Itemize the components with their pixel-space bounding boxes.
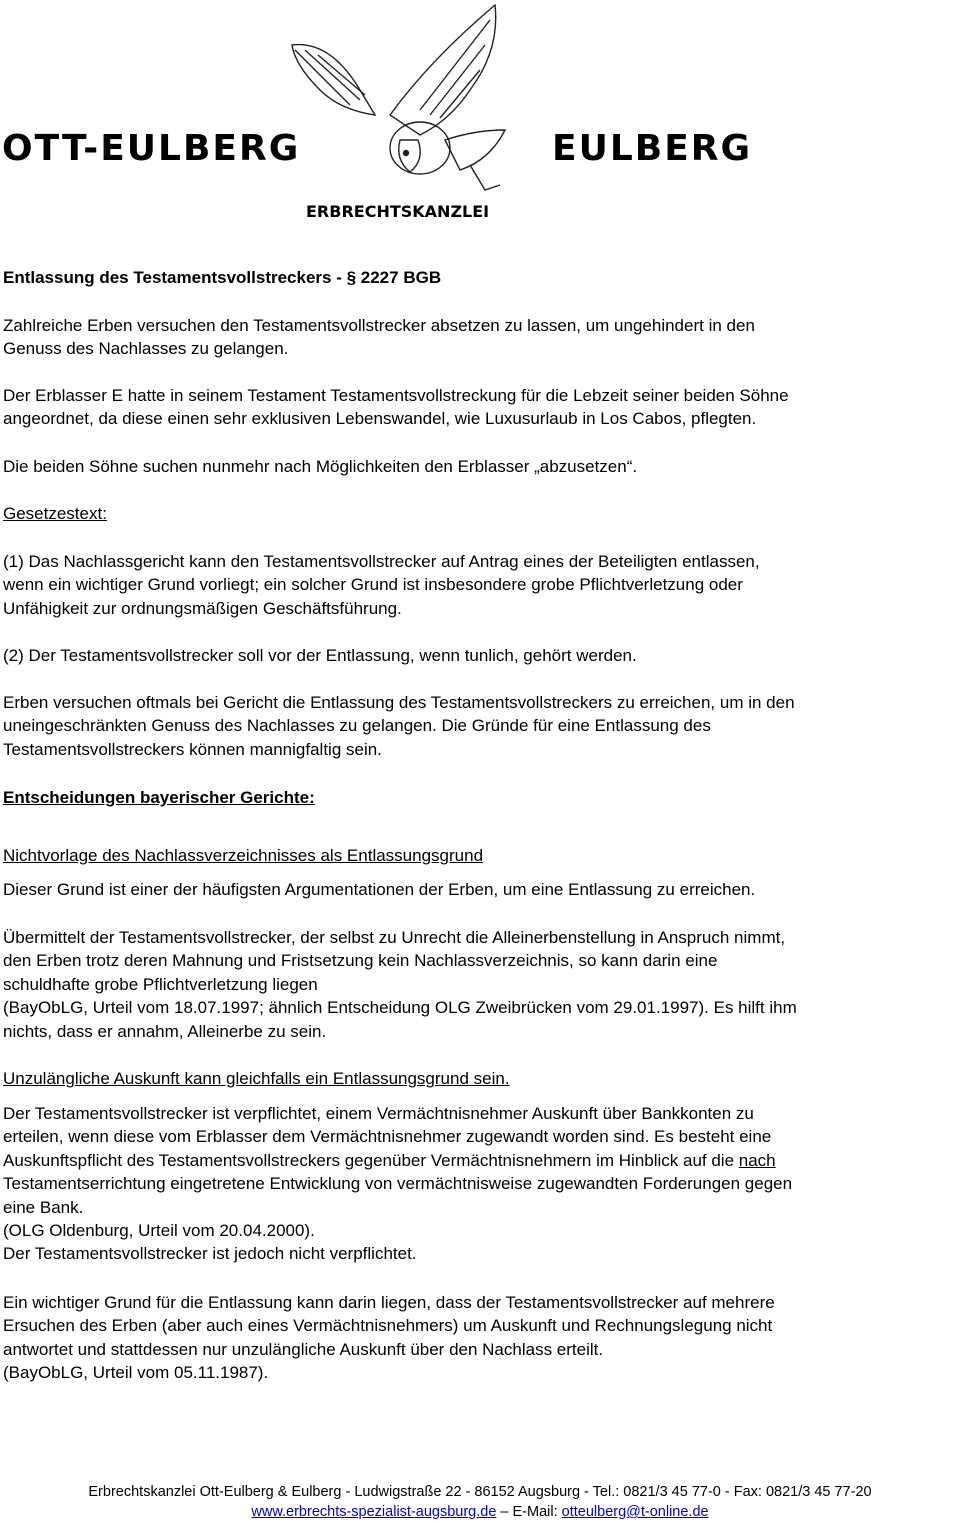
- paragraph-closing-ruling: [3, 1291, 775, 1385]
- text-line: den Erben trotz deren Mahnung und Fristsetzung kein Nachlassverzeichnis, so kann darin eine: [3, 951, 718, 971]
- text-line: Unzulängliche Auskunft kann gleichfalls ein Entlassungsgrund sein.: [3, 1069, 510, 1088]
- text-segment: nach: [738, 1150, 776, 1170]
- text-line: (BayObLG, Urteil vom 05.11.1987).: [3, 1363, 269, 1383]
- text-line: Testamentserrichtung eingetretene Entwicklung von vermächtnisweise zugewandten Forderungen gegen: [3, 1174, 793, 1194]
- paragraph-subheading-insufficient: [3, 1067, 510, 1090]
- footer-contact: [0, 1502, 960, 1522]
- text-line: antwortet und stattdessen nur unzulängliche Auskunft über den Nachlass erteilt.: [3, 1339, 604, 1359]
- text-line: Ersuchen des Erben (aber auch eines Vermächtnisnehmers) um Auskunft und Rechnungslegung nicht: [3, 1316, 773, 1336]
- text-line: Der Testamentsvollstrecker ist verpflichtet, einem Vermächtnisnehmer Auskunft über Bankkonten zu: [3, 1104, 754, 1123]
- text-line: Übermittelt der Testamentsvollstrecker, der selbst zu Unrecht die Alleinerbenstellung in Anspruch nimmt,: [3, 928, 786, 947]
- paragraph-statute-label: [3, 502, 107, 525]
- logo-left-name: OTT-EULBERG: [2, 128, 301, 169]
- text-line: (BayObLG, Urteil vom 18.07.1997; ähnlich Entscheidung OLG Zweibrücken vom 29.01.1997). Es hilft ihm: [3, 998, 797, 1018]
- paragraph-insufficient-ruling: [3, 1102, 792, 1266]
- text-line: Die beiden Söhne suchen nunmehr nach Möglichkeiten den Erblasser „abzusetzen“.: [3, 457, 638, 476]
- text-line: eine Bank.: [3, 1197, 84, 1217]
- owl-icon: [292, 5, 505, 190]
- text-line: uneingeschränkten Genuss des Nachlasses zu gelangen. Die Gründe für eine Entlassung des: [3, 716, 711, 736]
- paragraph-decisions-heading: [3, 786, 315, 809]
- text-line: Testamentsvollstreckers können mannigfaltig sein.: [3, 739, 382, 759]
- text-segment: Auskunftspflicht des Testamentsvollstreckers gegenüber Vermächtnisnehmern im Hinblick auf die: [3, 1150, 739, 1170]
- text-line: Der Erblasser E hatte in seinem Testament Testamentsvollstreckung für die Lebzeit seiner beiden Söhne: [3, 386, 789, 405]
- logo: [0, 0, 800, 230]
- text-line: Zahlreiche Erben versuchen den Testamentsvollstrecker absetzen zu lassen, um ungehindert in den: [3, 316, 755, 335]
- text-line: Entscheidungen bayerischer Gerichte:: [3, 788, 315, 807]
- footer-address: Erbrechtskanzlei Ott-Eulberg & Eulberg - Ludwigstraße 22 - 86152 Augsburg - Tel.: 0821/3 45 77-0 - Fax: 0821/3 45 77-20: [88, 1484, 872, 1500]
- text-line: nichts, dass er annahm, Alleinerbe zu sein.: [3, 1021, 327, 1041]
- text-line: Gesetzestext:: [3, 504, 107, 523]
- paragraph-goal: [3, 455, 637, 478]
- paragraph-intro: [3, 314, 755, 361]
- paragraph-nonsubmission-ruling: [3, 926, 797, 1043]
- paragraph-subheading-nonsubmission: [3, 844, 483, 867]
- footer: [0, 1482, 960, 1522]
- text-line: wenn ein wichtiger Grund vorliegt; ein solcher Grund ist insbesondere grobe Pflichtverletzung oder: [3, 575, 743, 595]
- logo-subtitle: ERBRECHTSKANZLEI: [306, 202, 490, 221]
- text-line: Dieser Grund ist einer der häufigsten Argumentationen der Erben, um eine Entlassung zu erreichen.: [3, 880, 756, 899]
- text-line: [3, 1149, 792, 1172]
- text-line: Ein wichtiger Grund für die Entlassung kann darin liegen, dass der Testamentsvollstrecker auf mehrere: [3, 1293, 775, 1312]
- text-line: angeordnet, da diese einen sehr exklusiven Lebenswandel, wie Luxusurlaub in Los Cabos, pflegten.: [3, 409, 757, 429]
- text-line: (2) Der Testamentsvollstrecker soll vor der Entlassung, wenn tunlich, gehört werden.: [3, 646, 637, 665]
- logo-right-name: EULBERG: [552, 128, 753, 169]
- text-line: (1) Das Nachlassgericht kann den Testamentsvollstrecker auf Antrag eines der Beteiligten entlassen,: [3, 552, 760, 571]
- paragraph-explanation: [3, 691, 795, 761]
- paragraph-nonsubmission-intro: [3, 878, 755, 901]
- text-line: erteilen, wenn diese vom Erblasser dem Vermächtnisnehmer zugewandt worden sind. Es besteht eine: [3, 1127, 772, 1147]
- text-line: schuldhafte grobe Pflichtverletzung liegen: [3, 974, 318, 994]
- text-line: Erben versuchen oftmals bei Gericht die Entlassung des Testamentsvollstreckers zu erreichen, um in den: [3, 693, 795, 712]
- document-title: Entlassung des Testamentsvollstreckers - § 2227 BGB: [3, 268, 442, 287]
- email-link[interactable]: otteulberg@t-online.de: [561, 1504, 709, 1520]
- text-line: Unfähigkeit zur ordnungsmäßigen Geschäftsführung.: [3, 598, 402, 618]
- footer-separator: – E-Mail:: [496, 1504, 562, 1520]
- text-line: (OLG Oldenburg, Urteil vom 20.04.2000).: [3, 1220, 315, 1240]
- paragraph-case: [3, 384, 789, 431]
- paragraph-statute-1: [3, 550, 760, 620]
- paragraph-statute-2: [3, 644, 637, 667]
- text-line: Der Testamentsvollstrecker ist jedoch nicht verpflichtet.: [3, 1244, 417, 1264]
- text-line: Nichtvorlage des Nachlassverzeichnisses als Entlassungsgrund: [3, 846, 484, 865]
- website-link[interactable]: www.erbrechts-spezialist-augsburg.de: [251, 1504, 497, 1520]
- text-line: Genuss des Nachlasses zu gelangen.: [3, 339, 289, 359]
